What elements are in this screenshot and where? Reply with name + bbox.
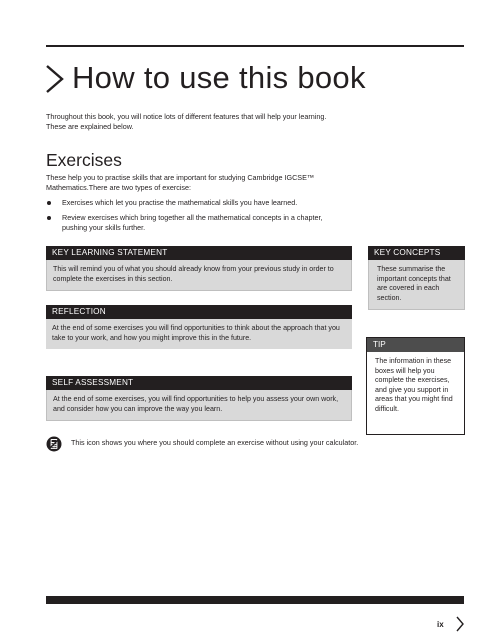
page-number: ix xyxy=(437,620,444,629)
list-item-text: Exercises which let you practise the mathematical skills you have learned. xyxy=(62,198,298,207)
calculator-note: This icon shows you where you should complete an exercise without using your calculator. xyxy=(71,438,359,447)
box-body: At the end of some exercises, you will find opportunities to help you assess your own work, and consider how you can improve the way you learn. xyxy=(46,390,352,421)
chevron-right-icon xyxy=(44,64,66,94)
footer-bar xyxy=(46,596,464,604)
box-body: These summarise the important concepts that are covered in each section. xyxy=(368,260,465,310)
box-body: This will remind you of what you should already know from your previous study in order to complete the exercises in this section. xyxy=(46,260,352,291)
bullet-icon xyxy=(47,216,51,220)
list-item-text: Review exercises which bring together all the mathematical concepts in a chapter, pushing your skills further. xyxy=(62,213,323,232)
box-body: At the end of some exercises you will find opportunities to think about the approach that you take to your work, and how you might improve this in the future. xyxy=(46,319,352,349)
box-title: KEY CONCEPTS xyxy=(368,246,465,260)
box-title: SELF ASSESSMENT xyxy=(46,376,352,390)
chevron-right-icon[interactable] xyxy=(455,615,465,633)
key-learning-statement-box xyxy=(46,246,352,291)
key-concepts-box xyxy=(368,246,465,310)
page-title: How to use this book xyxy=(72,60,366,95)
bullet-icon xyxy=(47,201,51,205)
reflection-box xyxy=(46,305,352,349)
list-item xyxy=(46,198,346,208)
box-title: KEY LEARNING STATEMENT xyxy=(46,246,352,260)
box-title: REFLECTION xyxy=(46,305,352,319)
exercises-heading: Exercises xyxy=(46,150,122,170)
self-assessment-box xyxy=(46,376,352,421)
list-item xyxy=(46,213,346,233)
box-title: TIP xyxy=(367,338,464,352)
intro-paragraph: Throughout this book, you will notice lots of different features that will help your learning. These are explained below. xyxy=(46,112,327,131)
exercise-types-list xyxy=(46,198,346,238)
no-calculator-icon xyxy=(46,436,62,452)
tip-box xyxy=(366,337,465,435)
box-body: The information in these boxes will help you complete the exercises, and give you support in areas that you might find difficult. xyxy=(375,357,453,413)
top-rule xyxy=(46,45,464,47)
exercises-intro: These help you to practise skills that are important for studying Cambridge IGCSE™ Mathematics.There are two types of exercise: xyxy=(46,173,315,192)
